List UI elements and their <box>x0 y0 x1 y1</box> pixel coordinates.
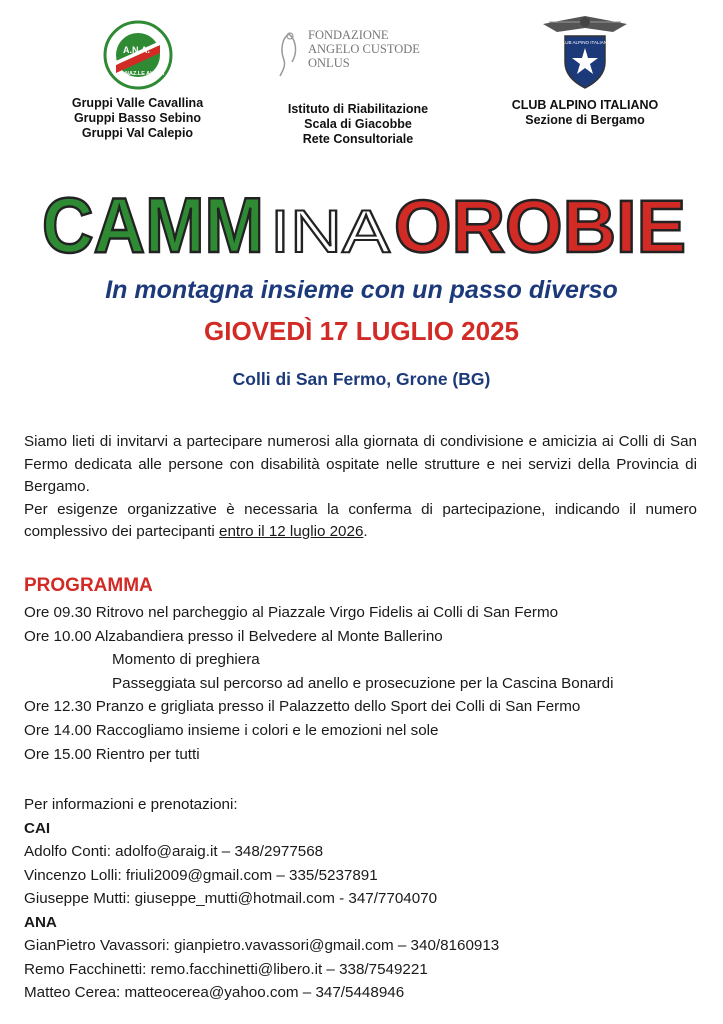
fondazione-logo <box>268 28 448 90</box>
contact-item: Remo Facchinetti: remo.facchinetti@libero.it – 338/7549221 <box>24 960 428 978</box>
intro-p2-after: . <box>363 523 368 540</box>
program-item: Ore 09.30 Ritrovo nel parcheggio al Piazzale Virgo Fidelis ai Colli di San Fermo <box>24 604 559 621</box>
program-item: Ore 10.00 Alzabandiera presso il Belvedere al Monte Ballerino <box>24 627 443 645</box>
fondazione-line-3: Rete Consultoriale <box>302 132 414 146</box>
program-heading: PROGRAMMA <box>24 575 153 596</box>
title-part-red: OROBIE <box>394 185 686 264</box>
fondazione-name-3: ONLUS <box>308 56 350 70</box>
subtitle: In montagna insieme con un passo diverso <box>105 276 618 304</box>
contacts-heading: Per informazioni e prenotazioni: <box>24 796 238 813</box>
ana-contacts-label: ANA <box>24 913 57 931</box>
fondazione-name-2: ANGELO CUSTODE <box>308 42 420 56</box>
cai-line-1: CLUB ALPINO ITALIANO <box>511 98 659 112</box>
fondazione-line-1: Istituto di Riabilitazione <box>287 102 429 116</box>
program-list <box>24 601 704 766</box>
event-date: GIOVEDÌ 17 LUGLIO 2025 <box>204 316 519 346</box>
cai-contacts-label: CAI <box>24 819 51 837</box>
ana-line-1: Gruppi Valle Cavallina <box>71 96 204 110</box>
intro-paragraph-1: Siamo lieti di invitarvi a partecipare numerosi alla giornata di condivisione e amicizia ai Colli di San Fermo dedicata alle persone con disabilità ospitate nelle strutture e nei servizi della Provincia di Bergamo. <box>24 433 697 495</box>
fondazione-logo-block <box>268 14 448 147</box>
intro-paragraph-2 <box>24 499 697 544</box>
program-item: Ore 14.00 Raccogliamo insieme i colori e le emozioni nel sole <box>24 721 439 739</box>
program-item: Ore 12.30 Pranzo e grigliata presso il Palazzetto dello Sport dei Colli di San Fermo <box>24 698 581 716</box>
title-part-green: CAMM <box>42 181 264 264</box>
angel-icon <box>276 30 302 78</box>
event-title <box>30 176 695 264</box>
event-place: Colli di San Fermo, Grone (BG) <box>232 369 491 389</box>
fondazione-name-1: FONDAZIONE <box>308 28 389 42</box>
contacts-section <box>24 793 704 1005</box>
invitation-text <box>24 431 697 544</box>
contact-item: Adolfo Conti: adolfo@araig.it – 348/2977568 <box>24 843 324 860</box>
cai-logo-block <box>505 14 665 128</box>
ana-line-2: Gruppi Basso Sebino <box>73 111 202 125</box>
svg-text:CAMM <box>42 181 264 264</box>
contact-item: Giuseppe Mutti: giuseppe_mutti@hotmail.com - 347/7704070 <box>24 890 438 907</box>
cai-seal-text: CLUB ALPINO ITALIANO <box>559 40 611 45</box>
svg-text:OROBIE <box>394 185 686 264</box>
intro-p2-before: Per esigenze organizzative è necessaria la conferma di partecipazione, indicando il numero complessivo dei partecipanti <box>24 500 697 540</box>
program-item: Momento di preghiera <box>112 651 260 669</box>
cai-line-2: Sezione di Bergamo <box>525 113 645 127</box>
contact-item: Vincenzo Lolli: friuli2009@gmail.com – 335/5237891 <box>24 866 378 884</box>
deadline-underlined: entro il 12 luglio 2026 <box>219 523 364 540</box>
title-part-white: INA <box>270 198 390 264</box>
ana-logo <box>103 20 173 90</box>
ana-seal-text-1: A.N.A. <box>122 45 150 55</box>
program-item: Passeggiata sul percorso ad anello e prosecuzione per la Cascina Bonardi <box>112 674 614 692</box>
ana-logo-block <box>60 14 215 141</box>
fondazione-line-2: Scala di Giacobbe <box>304 117 412 131</box>
cai-eagle-logo <box>535 14 635 90</box>
contact-item: GianPietro Vavassori: gianpietro.vavassori@gmail.com – 340/8160913 <box>24 937 500 954</box>
svg-text:INA <box>270 198 390 264</box>
program-item: Ore 15.00 Rientro per tutti <box>24 745 200 763</box>
ana-line-3: Gruppi Val Calepio <box>81 126 194 140</box>
ana-seal-text-2: NAZ.LE ALPINI <box>124 71 164 77</box>
contact-item: Matteo Cerea: matteocerea@yahoo.com – 347/5448946 <box>24 984 405 1001</box>
